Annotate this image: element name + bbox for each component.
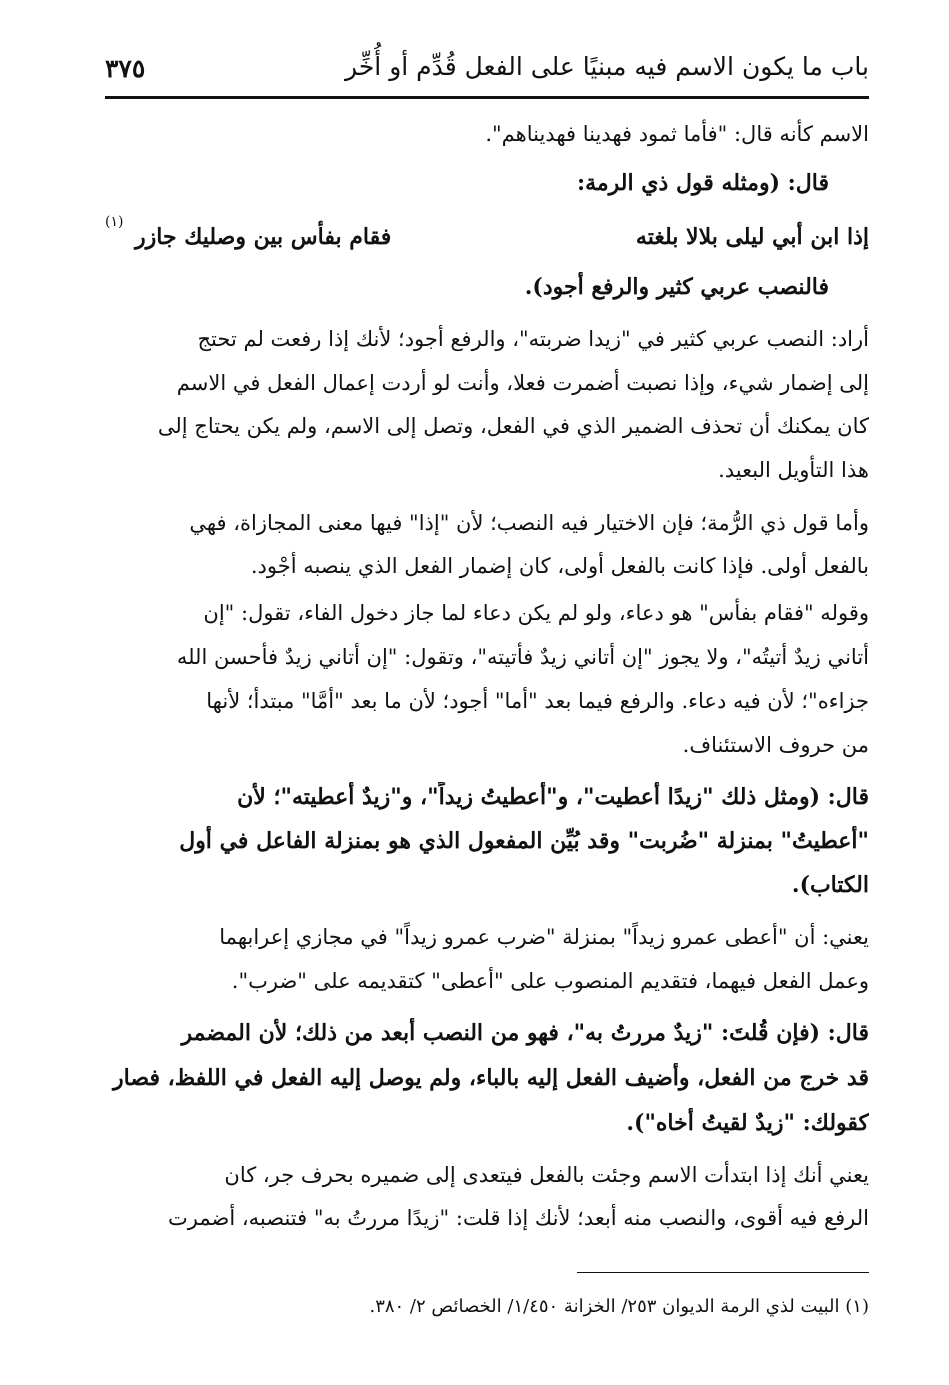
text-line: قال: (فإن قُلتَ: "زيدٌ مررتُ به"، فهو من النصب أبعد من ذلك؛ لأن المضمر (181, 1020, 869, 1046)
text-line: يعني: أن "أعطى عمرو زيداً" بمنزلة "ضرب عمرو زيداً" في مجازي إعرابهما (219, 925, 869, 949)
header-divider (105, 96, 869, 99)
quote-intro: قال: (ومثله قول ذي الرمة: (576, 170, 829, 196)
text-line: من حروف الاستئناف. (682, 733, 869, 757)
text-line: هذا التأويل البعيد. (718, 458, 869, 482)
text-line: الكتاب). (791, 872, 869, 898)
quote-conclusion: فالنصب عربي كثير والرفع أجود). (524, 274, 829, 300)
text-line: الاسم كأنه قال: "فأما ثمود فهدينا فهديناهم". (485, 122, 869, 146)
text-line: يعني أنك إذا ابتدأت الاسم وجئت بالفعل فيتعدى إلى ضميره بحرف جر، كان (224, 1163, 869, 1187)
text-line: وعمل الفعل فيهما، فتقديم المنصوب على "أعطى" كتقديمه على "ضرب". (231, 969, 869, 993)
text-line: قد خرج من الفعل، وأضيف الفعل إليه بالباء، ولم يوصل إليه الفعل في اللفظ، فصار (113, 1065, 869, 1091)
chapter-title: باب ما يكون الاسم فيه مبنيًا على الفعل قُدِّم أو أُخِّر (345, 52, 869, 81)
running-header (105, 52, 869, 92)
verse-second-hemistich: فقام بفأس بين وصليك جازر (135, 224, 392, 250)
verse-first-hemistich: إذا ابن أبي ليلى بلالا بلغته (635, 224, 869, 250)
text-line: الرفع فيه أقوى، والنصب منه أبعد؛ لأنك إذا قلت: "زيدًا مررتُ به" فتنصبه، أضمرت (168, 1206, 869, 1230)
text-line: بالفعل أولى. فإذا كانت بالفعل أولى، كان إضمار الفعل الذي ينصبه أجْود. (250, 554, 869, 578)
text-line: كان يمكنك أن تحذف الضمير الذي في الفعل، وتصل إلى الاسم، ولم يكن يحتاج إلى (157, 414, 869, 438)
text-line: كقولك: "زيدٌ لقيتُ أخاه"). (626, 1110, 869, 1136)
text-line: أراد: النصب عربي كثير في "زيدا ضربته"، والرفع أجود؛ لأنك إذا رفعت لم تحتج (197, 327, 869, 351)
text-line: وقوله "فقام بفأس" هو دعاء، ولو لم يكن دعاء لما جاز دخول الفاء، تقول: "إن (203, 601, 869, 625)
footnote-divider (577, 1272, 869, 1273)
footnote: (١) البيت لذي الرمة الديوان ٢٥٣/ الخزانة ١/٤٥٠/ الخصائص ٢/ ٣٨٠. (369, 1296, 869, 1317)
page-number: ٣٧٥ (105, 54, 146, 83)
text-line: إلى إضمار شيء، وإذا نصبت أضمرت فعلا، وأنت لو أردت إعمال الفعل في الاسم (176, 371, 869, 395)
text-line: وأما قول ذي الرُّمة؛ فإن الاختيار فيه النصب؛ لأن "إذا" فيها معنى المجازاة، فهي (189, 511, 869, 535)
footnote-marker: (١) (105, 214, 124, 230)
text-line: "أعطيتُ" بمنزلة "ضُربت" وقد بُيِّن المفعول الذي هو بمنزلة الفاعل في أول (179, 828, 869, 854)
text-line: جزاءه"؛ لأن فيه دعاء. والرفع فيما بعد "أما" أجود؛ لأن ما بعد "أمَّا" مبتدأ؛ لأنها (206, 689, 869, 713)
text-line: أتاني زيدٌ أتيتُه"، ولا يجوز "إن أتاني زيدٌ فأتيته"، وتقول: "إن أتاني زيدٌ فأحسن الله (176, 645, 869, 669)
text-line: قال: (ومثل ذلك "زيدًا أعطيت"، و"أُعطيتُ زيداً"، و"زيدٌ أعطيته"؛ لأن (237, 784, 869, 810)
